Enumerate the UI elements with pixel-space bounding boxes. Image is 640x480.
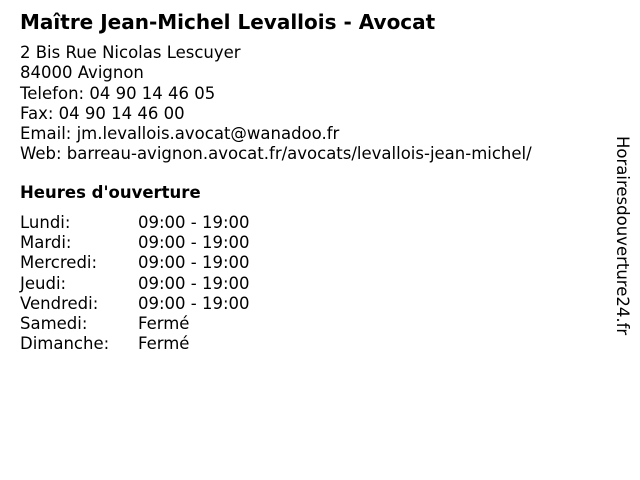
hours-row-sunday [20, 334, 250, 354]
contact-block [20, 43, 532, 165]
hours-value: 09:00 - 19:00 [138, 273, 250, 293]
page-title: Maître Jean-Michel Levallois - Avocat [20, 10, 436, 34]
day-label: Mercredi: [20, 253, 98, 273]
phone-number: Telefon: 04 90 14 46 05 [20, 83, 216, 103]
opening-hours-heading: Heures d'ouverture [20, 183, 201, 202]
postal-city: 84000 Avignon [20, 63, 144, 83]
hours-row-saturday [20, 314, 250, 334]
day-label: Dimanche: [20, 334, 110, 354]
hours-value: Fermé [138, 334, 190, 354]
hours-value: 09:00 - 19:00 [138, 213, 250, 232]
hours-value: 09:00 - 19:00 [138, 293, 250, 313]
day-label: Jeudi: [20, 273, 67, 293]
opening-hours-table [20, 213, 250, 354]
day-label: Lundi: [20, 213, 71, 232]
hours-row-monday [20, 213, 250, 233]
email-address: Email: jm.levallois.avocat@wanadoo.fr [20, 124, 340, 144]
street-address: 2 Bis Rue Nicolas Lescuyer [20, 43, 241, 62]
website-address: Web: barreau-avignon.avocat.fr/avocats/levallois-jean-michel/ [20, 144, 532, 164]
day-label: Samedi: [20, 314, 88, 334]
hours-row-wednesday [20, 253, 250, 273]
site-watermark: Horairesdouverture24.fr [613, 136, 632, 336]
day-label: Vendredi: [20, 293, 99, 313]
hours-value: Fermé [138, 314, 190, 334]
hours-row-tuesday [20, 233, 250, 253]
day-label: Mardi: [20, 233, 72, 253]
hours-value: 09:00 - 19:00 [138, 233, 250, 253]
fax-number: Fax: 04 90 14 46 00 [20, 103, 185, 123]
hours-row-thursday [20, 274, 250, 294]
hours-row-friday [20, 294, 250, 314]
hours-value: 09:00 - 19:00 [138, 253, 250, 273]
